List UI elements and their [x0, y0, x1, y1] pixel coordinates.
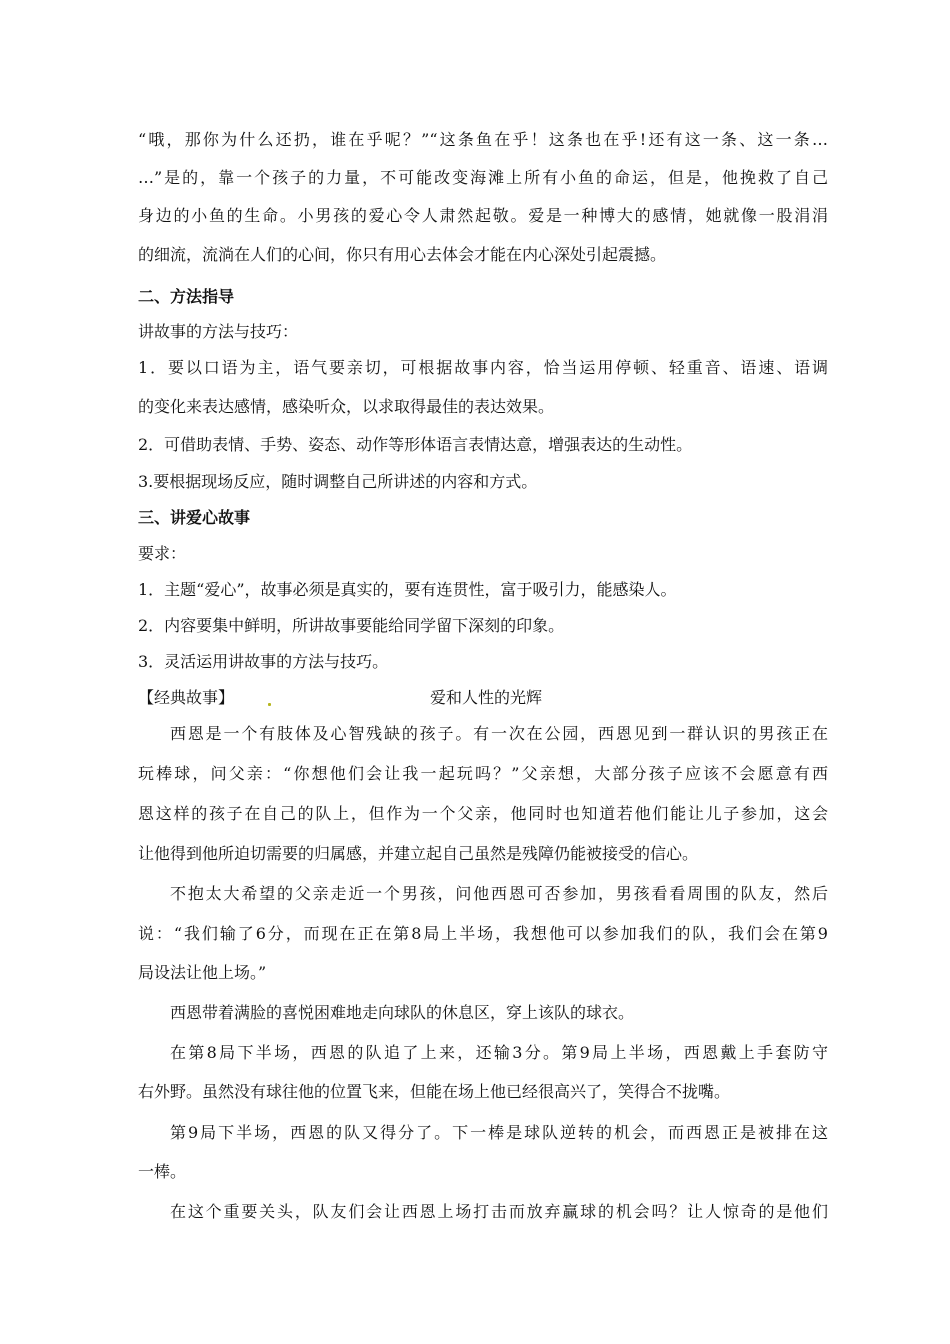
section-heading-method: 二、方法指导 [138, 287, 235, 306]
story-paragraph-line: 西恩是一个有肢体及心智残缺的孩子。有一次在公园，西恩见到一群认识的男孩正在 [170, 724, 828, 743]
story-paragraph-line: 第9局下半场，西恩的队又得分了。下一棒是球队逆转的机会，而西恩正是被排在这 [170, 1123, 828, 1142]
intro-line: 身边的小鱼的生命。小男孩的爱心令人肃然起敬。爱是一种博大的感情，她就像一股涓涓 [138, 206, 828, 225]
story-paragraph-line: 右外野。虽然没有球往他的位置飞来，但能在场上他已经很高兴了，笑得合不拢嘴。 [138, 1082, 731, 1101]
method-item-2: 2．可借助表情、手势、姿态、动作等形体语言表情达意，增强表达的生动性。 [138, 435, 693, 454]
story-tag: 【经典故事】 [138, 688, 235, 707]
intro-line: 的细流，流淌在人们的心间，你只有用心去体会才能在内心深处引起震撼。 [138, 245, 667, 264]
method-item-3: 3.要根据现场反应，随时调整自己所讲述的内容和方式。 [138, 472, 538, 491]
requirement-item-1: 1．主题“爱心”，故事必须是真实的，要有连贯性，富于吸引力，能感染人。 [138, 580, 677, 599]
story-paragraph-line: 在这个重要关头，队友们会让西恩上场打击而放弃赢球的机会吗？让人惊奇的是他们 [170, 1202, 828, 1221]
story-paragraph-line: 一棒。 [138, 1162, 187, 1181]
story-paragraph-line: 玩棒球，问父亲：“你想他们会让我一起玩吗？”父亲想，大部分孩子应该不会愿意有西 [138, 764, 828, 783]
method-item-1: 1．要以口语为主，语气要亲切，可根据故事内容，恰当运用停顿、轻重音、语速、语调 [138, 358, 828, 377]
section-heading-story: 三、讲爱心故事 [138, 508, 251, 527]
story-paragraph-line: 恩这样的孩子在自己的队上，但作为一个父亲，他同时也知道若他们能让儿子参加，这会 [138, 804, 828, 823]
story-paragraph-line: 在第8局下半场，西恩的队追了上来，还输3分。第9局上半场，西恩戴上手套防守 [170, 1043, 828, 1062]
story-paragraph-line: 不抱太大希望的父亲走近一个男孩，问他西恩可否参加，男孩看看周围的队友，然后 [170, 884, 828, 903]
story-paragraph-line: 局设法让他上场。” [138, 963, 267, 982]
story-title: 爱和人性的光辉 [430, 688, 543, 707]
method-item-1-cont: 的变化来表达感情，感染听众，以求取得最佳的表达效果。 [138, 397, 555, 416]
story-paragraph-line: 西恩带着满脸的喜悦困难地走向球队的休息区，穿上该队的球衣。 [170, 1003, 635, 1022]
section-subtitle-requirements: 要求： [138, 544, 187, 563]
intro-line: “哦，那你为什么还扔，谁在乎呢？”“这条鱼在乎！这条也在乎!还有这一条、这一条… [138, 130, 828, 149]
requirement-item-2: 2．内容要集中鲜明，所讲故事要能给同学留下深刻的印象。 [138, 616, 565, 635]
story-paragraph-line: 让他得到他所迫切需要的归属感，并建立起自己虽然是残障仍能被接受的信心。 [138, 844, 699, 863]
story-paragraph-line: 说：“我们输了6分，而现在正在第8局上半场，我想他可以参加我们的队，我们会在第9 [138, 924, 828, 943]
requirement-item-3: 3．灵活运用讲故事的方法与技巧。 [138, 652, 389, 671]
intro-line: …”是的，靠一个孩子的力量，不可能改变海滩上所有小鱼的命运，但是，他挽救了自己 [138, 168, 828, 187]
section-subtitle-method: 讲故事的方法与技巧： [138, 322, 299, 341]
decorative-dot [268, 703, 271, 706]
